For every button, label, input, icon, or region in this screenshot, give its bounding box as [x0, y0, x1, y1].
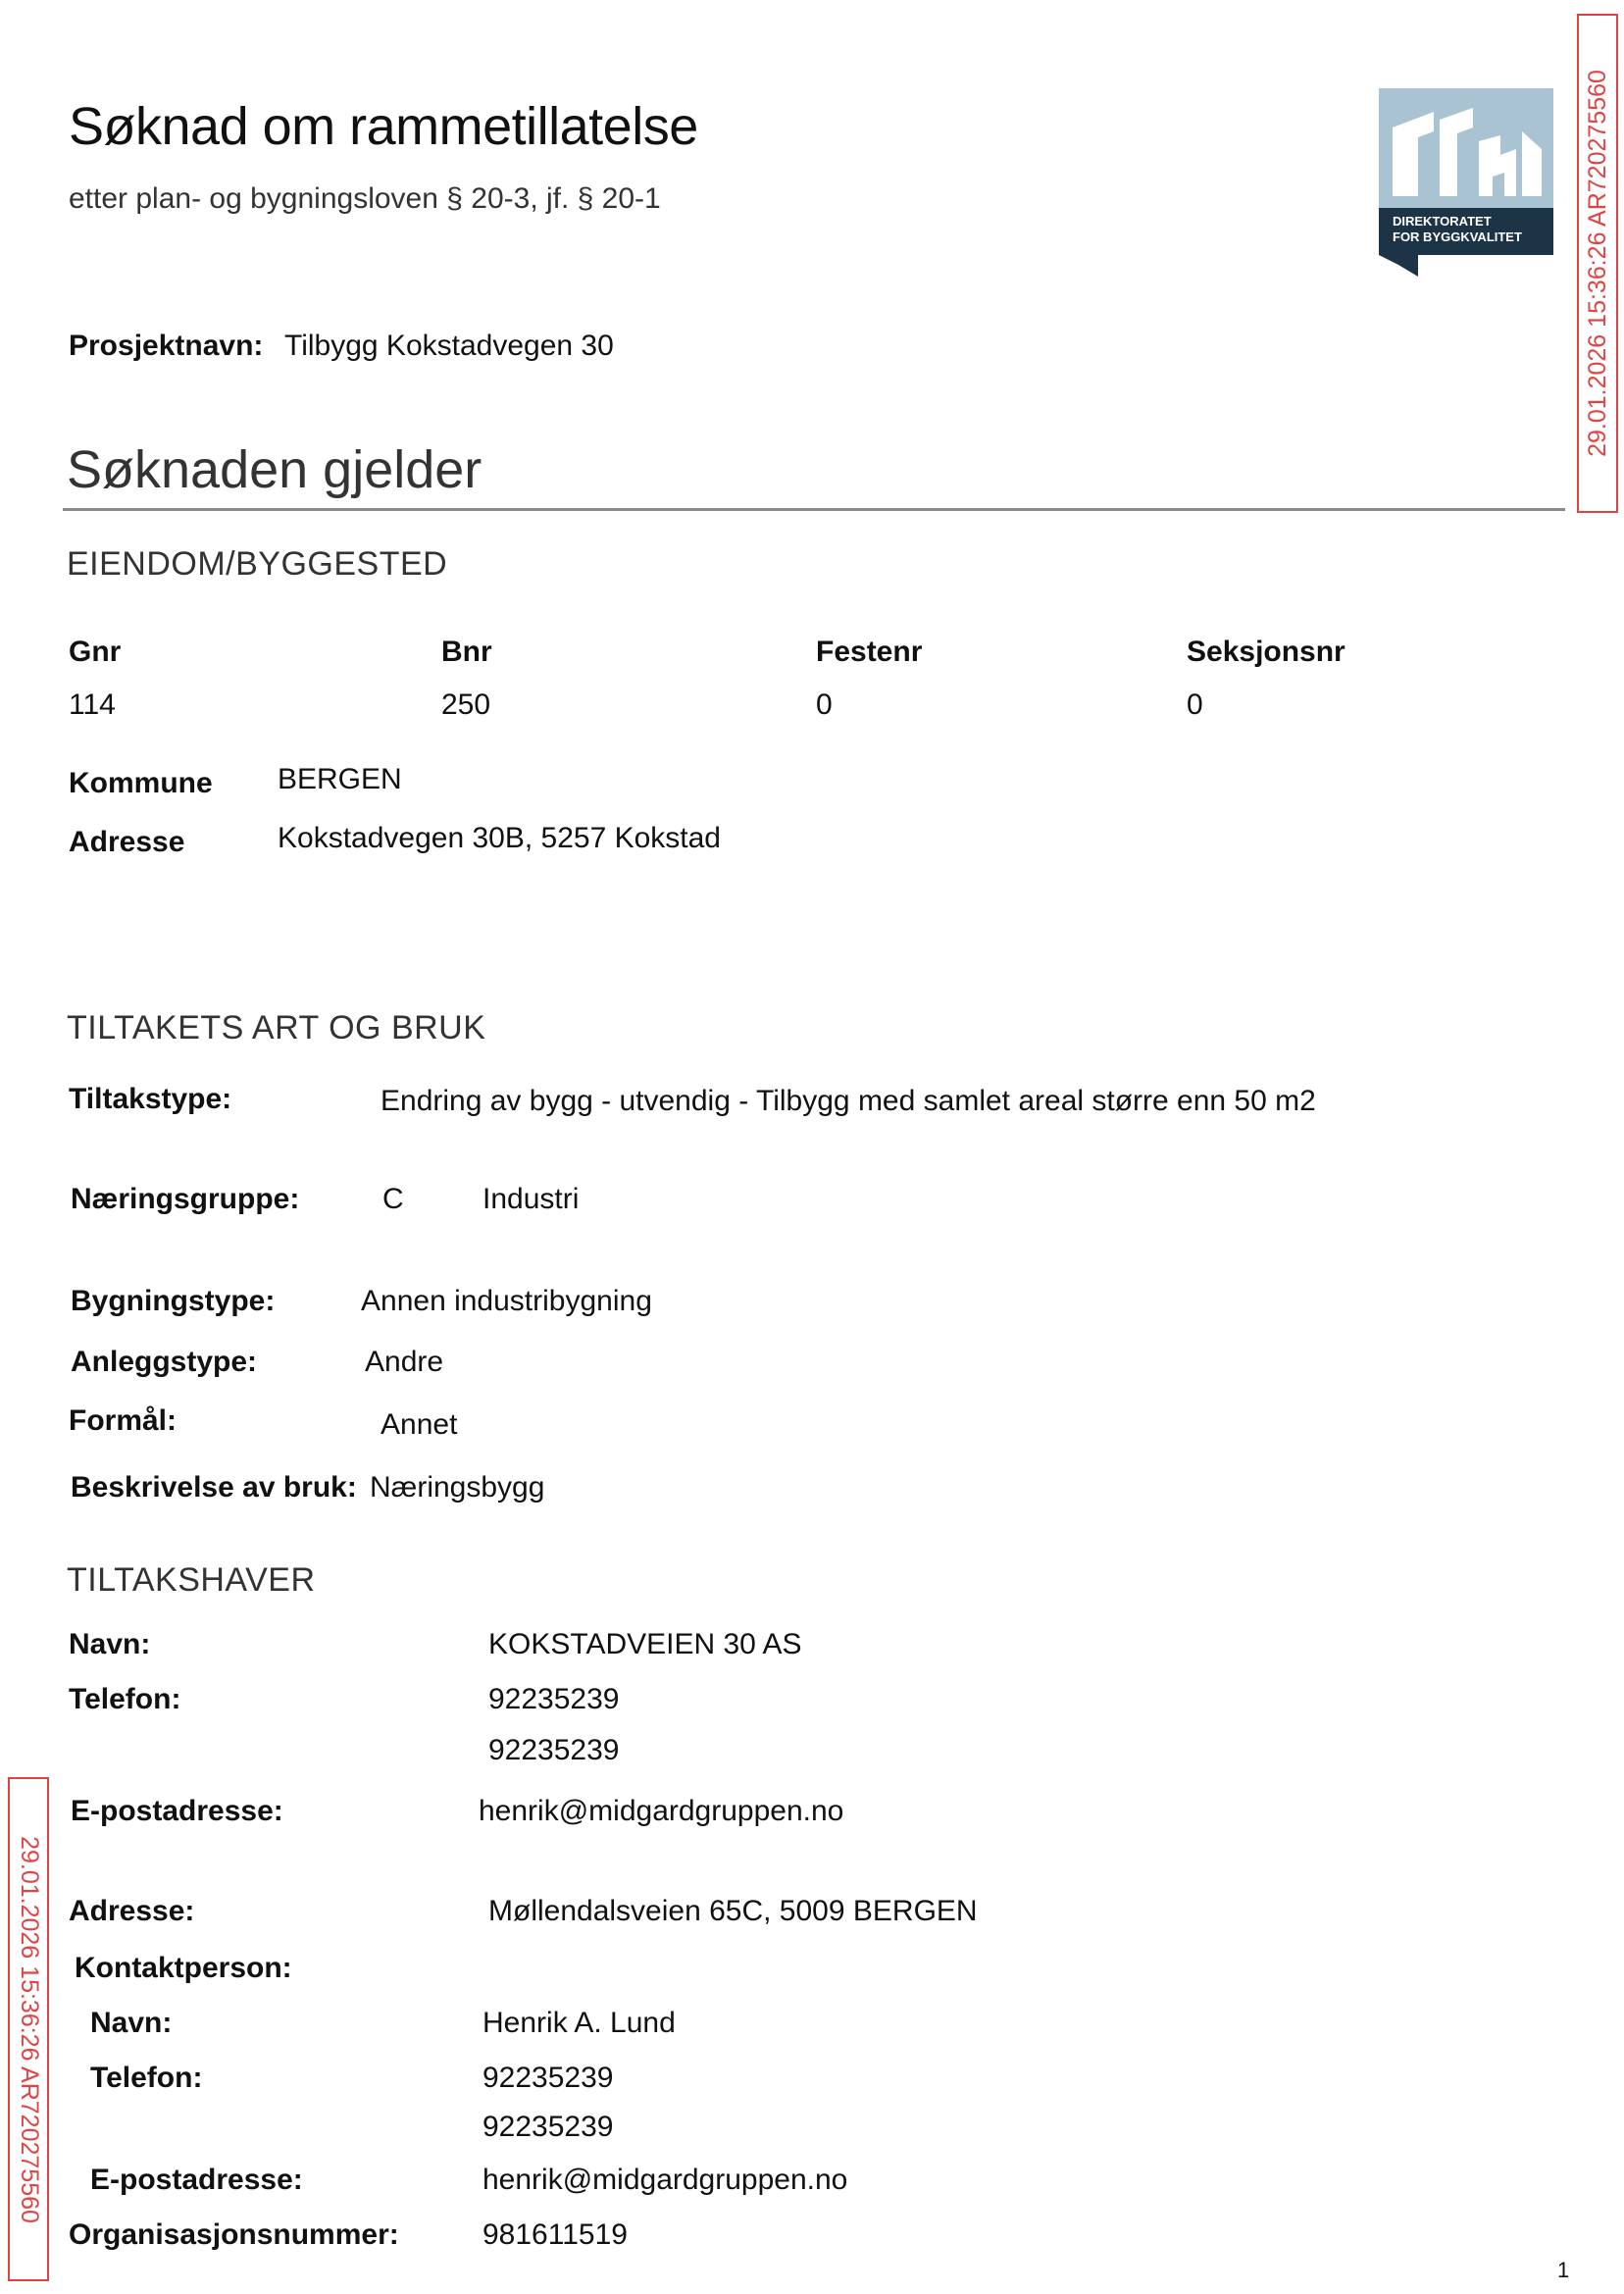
orgnr-value: 981611519: [482, 2218, 628, 2251]
naeringsgruppe-value: Industri: [482, 1183, 580, 1215]
anleggstype-label: Anleggstype:: [71, 1346, 258, 1378]
owner-name-label: Navn:: [69, 1628, 151, 1660]
festenr-label: Festenr: [816, 636, 923, 668]
timestamp-stamp-left: [8, 1777, 49, 2281]
gnr-value: 114: [69, 688, 116, 721]
orgnr-label: Organisasjonsnummer:: [69, 2218, 399, 2251]
dibk-logo-graphic: [1379, 88, 1553, 277]
contact-person-label: Kontaktperson:: [75, 1952, 292, 1984]
project-name-value: Tilbygg Kokstadvegen 30: [284, 330, 614, 362]
tiltakstype-label: Tiltakstype:: [69, 1083, 232, 1115]
logo-text-line1: DIREKTORATET: [1393, 214, 1492, 229]
property-address-value: Kokstadvegen 30B, 5257 Kokstad: [278, 822, 721, 854]
dibk-logo: [1379, 88, 1553, 277]
contact-email-label: E-postadresse:: [90, 2164, 303, 2196]
owner-name-value: KOKSTADVEIEN 30 AS: [488, 1628, 802, 1660]
beskrivelse-value: Næringsbygg: [370, 1471, 545, 1504]
beskrivelse-label: Beskrivelse av bruk:: [71, 1471, 357, 1504]
formal-value: Annet: [381, 1408, 458, 1441]
bnr-value: 250: [441, 688, 491, 721]
owner-address-label: Adresse:: [69, 1895, 195, 1927]
contact-phone-label: Telefon:: [90, 2062, 203, 2094]
document-subtitle: etter plan- og bygningsloven § 20-3, jf. § 20-1: [69, 182, 661, 215]
gnr-label: Gnr: [69, 636, 122, 668]
bygningstype-label: Bygningstype:: [71, 1285, 276, 1317]
property-heading: EIENDOM/BYGGESTED: [67, 545, 448, 583]
contact-name-label: Navn:: [90, 2007, 173, 2039]
festenr-value: 0: [816, 688, 833, 721]
section-divider: [63, 508, 1565, 511]
owner-email-label: E-postadresse:: [71, 1795, 283, 1827]
owner-phone-value-2: 92235239: [488, 1734, 620, 1766]
document-title: Søknad om rammetillatelse: [69, 97, 698, 156]
kommune-value: BERGEN: [278, 763, 402, 795]
project-name-label: Prosjektnavn:: [69, 330, 264, 362]
formal-label: Formål:: [69, 1404, 178, 1437]
owner-phone-value-1: 92235239: [488, 1683, 620, 1715]
measure-heading: TILTAKETS ART OG BRUK: [67, 1009, 486, 1046]
owner-heading: TILTAKSHAVER: [67, 1561, 316, 1599]
contact-phone-value-2: 92235239: [482, 2111, 614, 2143]
timestamp-stamp-right-text: 29.01.2026 15:36:26 AR720275560: [1583, 70, 1611, 457]
seksjonsnr-value: 0: [1187, 688, 1203, 721]
contact-email-value: henrik@midgardgruppen.no: [482, 2164, 848, 2196]
owner-phone-label: Telefon:: [69, 1683, 181, 1715]
property-address-label: Adresse: [69, 826, 185, 858]
kommune-label: Kommune: [69, 767, 213, 799]
section-title: Søknaden gjelder: [67, 440, 482, 499]
owner-email-value: henrik@midgardgruppen.no: [479, 1795, 844, 1827]
contact-name-value: Henrik A. Lund: [482, 2007, 676, 2039]
bnr-label: Bnr: [441, 636, 492, 668]
page-number: 1: [1557, 2258, 1570, 2282]
anleggstype-value: Andre: [365, 1346, 444, 1378]
owner-address-value: Møllendalsveien 65C, 5009 BERGEN: [488, 1895, 978, 1927]
logo-text-line2: FOR BYGGKVALITET: [1393, 229, 1522, 244]
timestamp-stamp-right: [1577, 14, 1618, 513]
naeringsgruppe-code: C: [382, 1183, 404, 1215]
seksjonsnr-label: Seksjonsnr: [1187, 636, 1345, 668]
naeringsgruppe-label: Næringsgruppe:: [71, 1183, 300, 1215]
bygningstype-value: Annen industribygning: [361, 1285, 652, 1317]
timestamp-stamp-left-text: 29.01.2026 15:36:26 AR720275560: [15, 1835, 43, 2223]
tiltakstype-value: Endring av bygg - utvendig - Tilbygg med samlet areal større enn 50 m2: [381, 1085, 1316, 1117]
contact-phone-value-1: 92235239: [482, 2062, 614, 2094]
